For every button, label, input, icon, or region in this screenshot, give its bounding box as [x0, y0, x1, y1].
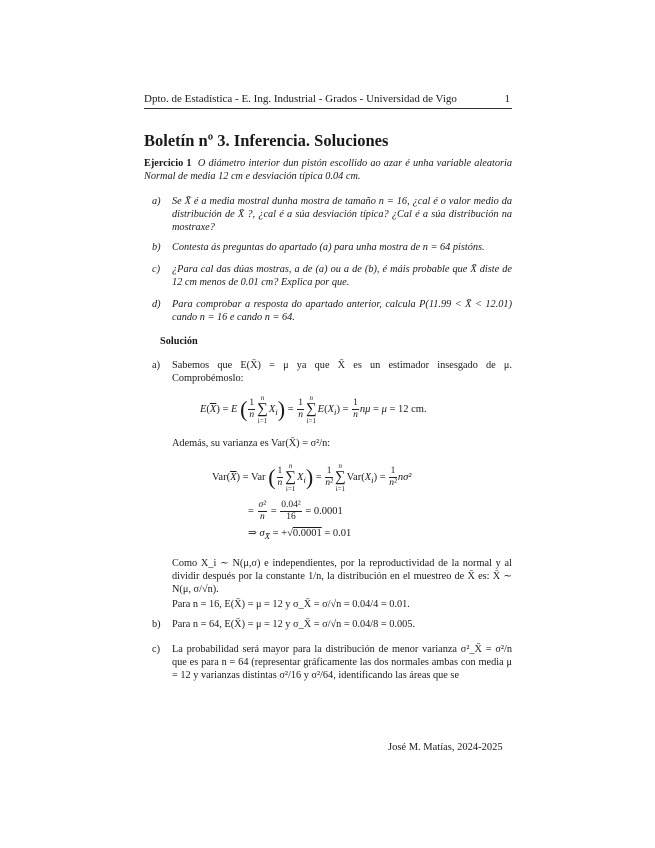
part-text: Se X̄ é a media mostral dunha mostra de tamaño n = 16, ¿cal é o valor medio da distribución de X̄ ?, ¿cal é a súa desviación típica? ¿Cal é a súa distribución na mostraxe?	[172, 196, 512, 234]
solution-part-a-intro	[152, 359, 512, 385]
running-title: Dpto. de Estadística - E. Ing. Industrial - Grados - Universidad de Vigo	[144, 93, 457, 105]
exercise-text: O diámetro interior dun pistón escollido ao azar é unha variable aleatoria Normal de media 12 cm e desviación típica 0.04 cm.	[144, 158, 512, 183]
solution-part-b	[152, 618, 512, 631]
equation-variance-line2: = $\frac{\text{σ²}}{n}$ = $\frac{\text{0.04²}}{16}$ = 0.0001	[248, 500, 343, 522]
exercise-part-b	[152, 241, 512, 254]
part-text: La probabilidad será mayor para la distribución de menor varianza σ²_X̄ = σ²/n que es para n = 64 (representar gráficamente las dos normales ambas con media μ = 12 y varianzas distintas σ²/16 y σ²/64, identificando las áreas que se	[172, 644, 512, 682]
solution-a-result: Para n = 16, E(X̄) = μ = 12 y σ_X̄ = σ/√n = 0.04/4 = 0.01.	[172, 599, 410, 610]
page-number: 1	[504, 93, 510, 105]
part-text: Para n = 64, E(X̄) = μ = 12 y σ_X̄ = σ/√n = 0.04/8 = 0.005.	[172, 619, 416, 630]
running-header	[144, 93, 512, 109]
part-text: Contesta ás preguntas do apartado (a) para unha mostra de n = 64 pistóns.	[172, 242, 485, 253]
exercise-part-a	[152, 195, 512, 235]
part-label: a)	[152, 360, 160, 371]
part-label: a)	[152, 196, 161, 207]
part-label: c)	[152, 264, 160, 275]
equation-variance-line3: ⇒ $\sigma_{X̄} = +√0.0001 = 0.01$	[248, 528, 352, 542]
part-text: Sabemos que E(X̄) = μ ya que X̄ es un estimador insesgado de μ. Comprobémoslo:	[172, 360, 512, 385]
part-label: b)	[152, 242, 161, 253]
part-label: b)	[152, 619, 161, 630]
footer-author: José M. Matías, 2024-2025	[388, 742, 503, 753]
exercise-label: Ejercicio 1	[144, 158, 192, 169]
exercise-part-d	[152, 298, 512, 324]
document-title: Boletín nº 3. Inferencia. Soluciones	[144, 131, 389, 150]
exercise-part-c	[152, 263, 512, 289]
solution-heading: Solución	[160, 336, 198, 347]
equation-expectation: $E(\overline{X}) = E$ ( $\frac{1}{n}$ n ∑ i=1 $X_i$) = $\frac{1}{n}$ n ∑ i=1 $E(X_i)$ = $\frac{1}{n}$ nμ = μ = 12 cm.	[200, 394, 427, 425]
part-text: Para comprobar a resposta do apartado anterior, calcula P(11.99 < X̄ < 12.01) cando n = 16 e cando n = 64.	[172, 299, 512, 324]
part-label: d)	[152, 299, 161, 310]
distribution-text: Como X_i ∼ N(μ,σ) e independientes, por la reproductividad de la normal y al dividir después por la constante 1/n, la distribución en el muestreo de X̄ es: X̄ ∼ N(μ, σ/√n).	[172, 558, 512, 596]
part-text: ¿Para cal das dúas mostras, a de (a) ou a de (b), é máis probable que X̄ diste de 12 cm menos de 0.01 cm? Explica por que.	[172, 264, 512, 289]
equation-variance-line1: $Var(\overline{X})$ = Var ( $\frac{1}{n}$ n ∑ i=1 $X_i$) = $\frac{1}{\text{n²}}$ n ∑ i=1 $Var(X_i)$ = $\frac{1}{\text{n²}}$ nσ²	[212, 462, 412, 493]
solution-part-c	[152, 643, 512, 683]
variance-intro: Además, su varianza es Var(X̄) = σ²/n:	[172, 438, 331, 449]
exercise-statement	[144, 157, 512, 183]
part-label: c)	[152, 644, 160, 655]
